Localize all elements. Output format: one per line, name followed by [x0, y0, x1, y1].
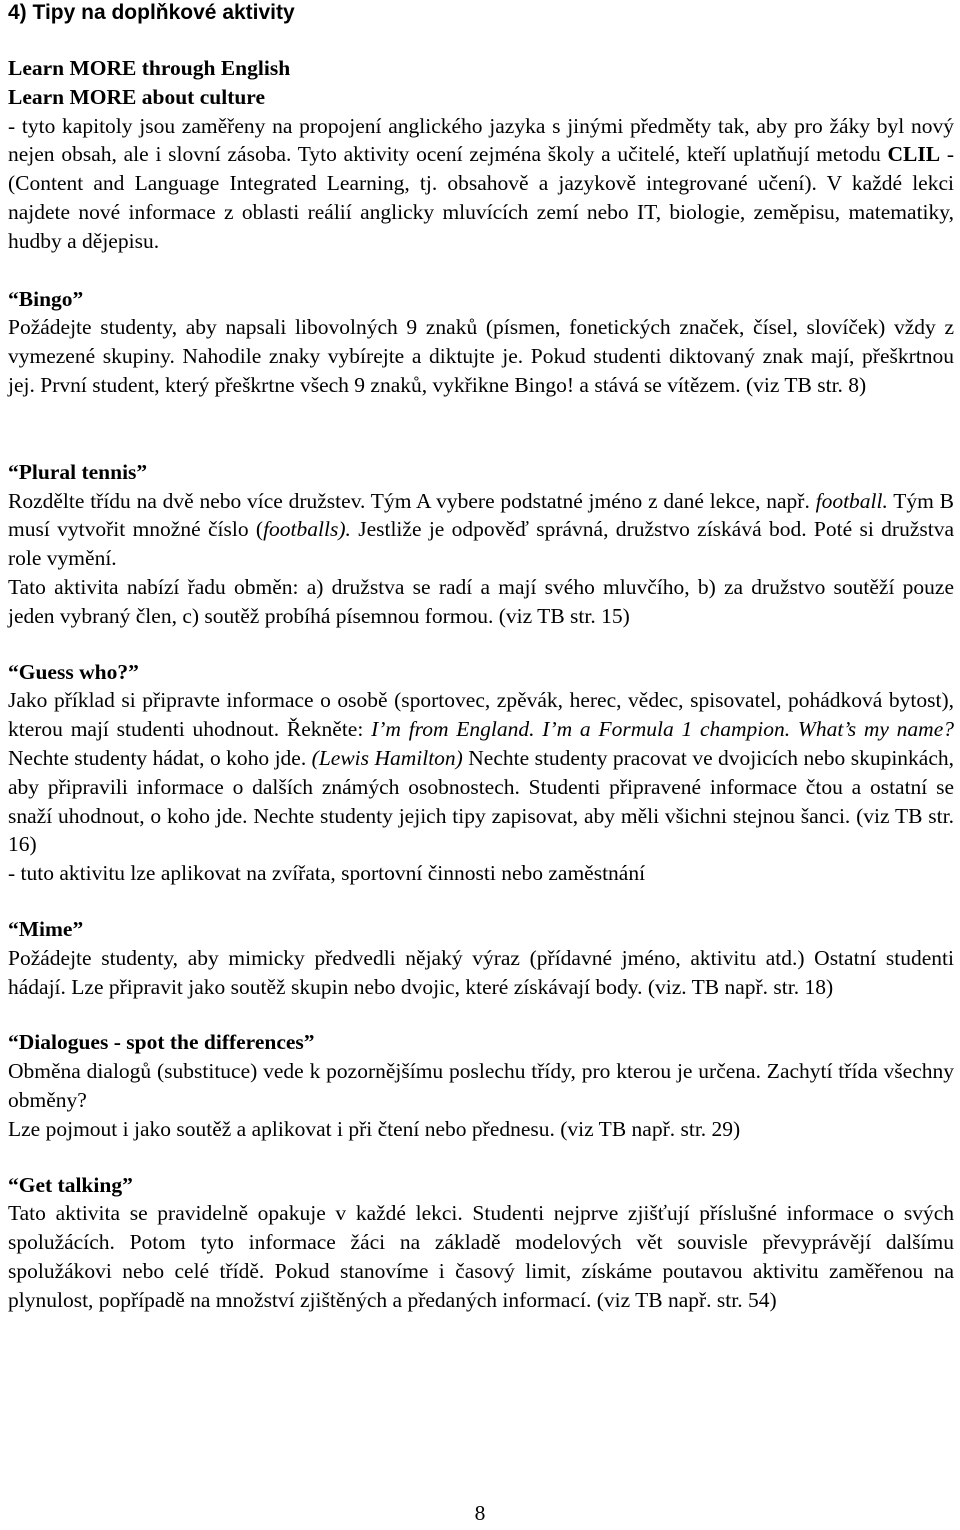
plural-section	[8, 458, 954, 573]
talking-section	[8, 1171, 954, 1315]
intro-paragraph	[8, 112, 954, 256]
talking-text: Tato aktivita se pravidelně opakuje v každé lekci. Studenti nejprve zjišťují příslušné informace o svých spolužácích. Potom tyto informace žáci na základě modelových vět souvisle převyprávějí dalšímu spolužákovi nebo celé třídě. Pokud stanovíme i časový limit, získáme poutavou aktivitu zaměřenou na plynulost, popřípadě na množství zjištěných a předaných informací. (viz TB např. str. 54)	[8, 1201, 954, 1312]
plural-variants: Tato aktivita nabízí řadu obměn: a) družstva se radí a mají svého mluvčího, b) za družstvo soutěží pouze jeden vybraný člen, c) soutěž probíhá písemnou formou. (viz TB str. 15)	[8, 574, 954, 628]
document-body	[8, 54, 954, 1314]
plural-title: “Plural tennis”	[8, 459, 148, 484]
plural-italic-2: footballs).	[263, 517, 351, 542]
bingo-text: Požádejte studenty, aby napsali libovolných 9 znaků (písmen, fonetických značek, čísel, slovíček) vždy z vymezené skupiny. Nahodile znaky vybírejte a diktujte je. Pokud studenti diktovaný znak mají, přeškrtnou jej. První student, který přeškrtne všech 9 znaků, vykřikne Bingo! a stává se vítězem. (viz TB str. 8)	[8, 315, 954, 397]
bingo-title: “Bingo”	[8, 286, 84, 311]
guess-section	[8, 658, 954, 860]
dialogues-title: “Dialogues - spot the differences”	[8, 1030, 315, 1055]
section-heading: 4) Tipy na doplňkové aktivity	[8, 1, 295, 24]
guess-note: - tuto aktivitu lze aplikovat na zvířata, sportovní činnosti nebo zaměstnání	[8, 861, 646, 886]
guess-title: “Guess who?”	[8, 659, 139, 684]
plural-text-2: Tým B musí vytvořit množné číslo (	[8, 488, 954, 542]
plural-text-1: Rozdělte třídu na dvě nebo více družstev. Tým A vybere podstatné jméno z dané lekce, např.	[8, 488, 816, 513]
mime-section	[8, 915, 954, 1001]
page-number: 8	[474, 1501, 486, 1525]
intro-text-b: - (Content and Language Integrated Learning, tj. obsahově a jazykově integrované učení). V každé lekci najdete nové informace z oblasti reálií anglicky mluvících zemí nebo IT, biologie, zeměpisu, matematiky, hudby a dějepisu.	[8, 142, 954, 253]
intro-text-a: - tyto kapitoly jsou zaměřeny na propojení anglického jazyka s jinými předměty tak, aby pro žáky byl nový nejen obsah, ale i slovní zásoba. Tyto aktivity ocení zejména školy a učitelé, kteří uplatňují metodu	[8, 113, 954, 167]
mime-text: Požádejte studenty, aby mimicky předvedli nějaký výraz (přídavné jméno, aktivitu atd.) Ostatní studenti hádají. Lze připravit jako soutěž skupin nebo dvojic, které získávají body. (viz. TB např. str. 18)	[8, 945, 954, 999]
dialogues-text-2: Lze pojmout i jako soutěž a aplikovat i při čtení nebo přednesu. (viz TB např. str. 29)	[8, 1116, 741, 1141]
plural-text-3: Jestliže je odpověď správná, družstvo získává bod. Poté si družstva role vymění.	[8, 517, 955, 571]
bingo-section	[8, 285, 954, 400]
guess-text-1: Jako příklad si připravte informace o osobě (sportovec, zpěvák, herec, vědec, spisovatel, pohádková bytost), kterou mají studenti uhodnout. Řekněte:	[8, 688, 954, 742]
guess-italic-2: (Lewis Hamilton)	[311, 745, 463, 770]
talking-title: “Get talking”	[8, 1172, 133, 1197]
guess-text-3: Nechte studenty pracovat ve dvojicích nebo skupinkách, aby připravili informace o dalších známých osobnostech. Studenti připravené informace čtou a ostatní se snaží uhodnout, o koho jde. Nechte studenty jejich tipy zapisovat, aby měli všichni stejnou šanci. (viz TB str. 16)	[8, 745, 955, 857]
plural-italic-1: football.	[815, 488, 888, 513]
mime-title: “Mime”	[8, 916, 84, 941]
guess-text-2: Nechte studenty hádat, o koho jde.	[8, 745, 312, 770]
guess-italic-1: I’m from England. I’m a Formula 1 champion. What’s my name?	[371, 717, 954, 742]
intro-title-2: Learn MORE about culture	[8, 84, 266, 109]
clil-term: CLIL	[887, 142, 941, 167]
dialogues-section	[8, 1028, 954, 1114]
dialogues-text: Obměna dialogů (substituce) vede k pozornějšímu poslechu třídy, pro kterou je určena. Zachytí třída všechny obměny?	[8, 1059, 954, 1112]
intro-title-1: Learn MORE through English	[8, 56, 291, 80]
